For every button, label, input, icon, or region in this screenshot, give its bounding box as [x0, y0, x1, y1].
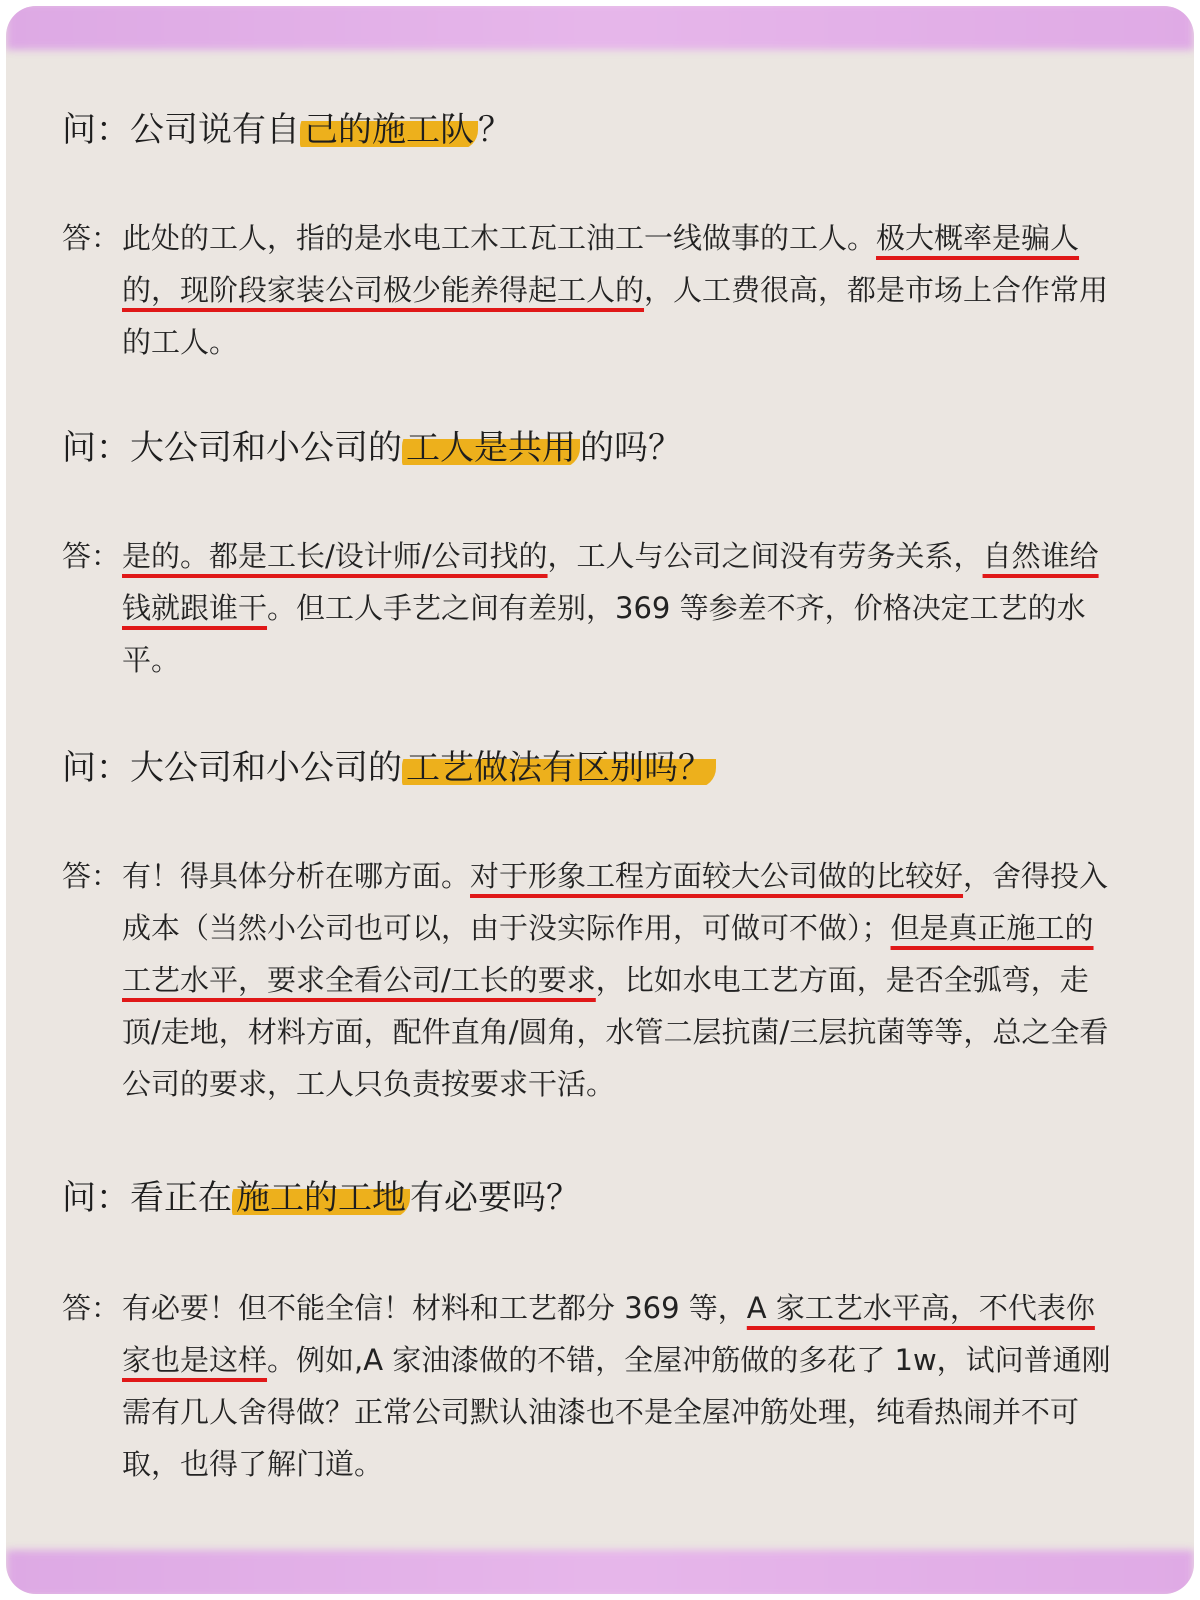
question-3-highlight: 工艺做法有区别吗？: [402, 748, 716, 788]
answer-2-underlined-1: 是的。都是工长/设计师/公司找的: [122, 539, 548, 573]
answer-3: [62, 850, 1112, 1110]
answer-4-underlined: A 家工艺水平高，不代表你家也是这样: [122, 1291, 1095, 1377]
question-2-text: 问：大公司和小公司的: [62, 428, 402, 468]
answer-3-label: 答：: [62, 859, 121, 893]
question-3: [62, 744, 716, 792]
question-4: [62, 1174, 580, 1222]
question-4-text: 问：看正在: [62, 1178, 232, 1218]
answer-4: [62, 1282, 1112, 1490]
question-3-text: 问：大公司和小公司的: [62, 748, 402, 788]
answer-2-underlined-2: 自然谁给钱就跟谁干: [122, 539, 1099, 625]
answer-1-label: 答：: [62, 221, 121, 255]
answer-3-middle: ，舍得投入成本（当然小公司也可以，由于没实际作用，可做可不做）；: [122, 859, 1109, 945]
answer-3-body: [122, 850, 1112, 1110]
answer-2-text: ，工人与公司之间没有劳务关系，: [547, 539, 983, 573]
question-4-end: 有必要吗？: [410, 1178, 580, 1218]
answer-3-underlined-1: 对于形象工程方面较大公司做的比较好: [470, 859, 964, 893]
answer-4-body: [122, 1282, 1112, 1490]
answer-2-label: 答：: [62, 539, 121, 573]
answer-4-label: 答：: [62, 1291, 121, 1325]
question-2-end: 的吗？: [580, 428, 682, 468]
qa-card: [6, 6, 1194, 1594]
question-1-highlight: 己的施工队: [300, 110, 478, 150]
question-2-highlight: 工人是共用: [402, 428, 580, 468]
answer-4-text: 有必要！但不能全信！材料和工艺都分 369 等，: [122, 1291, 747, 1325]
answer-3-underlined-2: 但是真正施工的工艺水平，要求全看公司/工长的要求: [122, 911, 1094, 997]
answer-3-text: 有！得具体分析在哪方面。: [122, 859, 471, 893]
answer-2-rest: 。但工人手艺之间有差别，369 等参差不齐，价格决定工艺的水平。: [122, 591, 1086, 677]
question-1-text: 问：公司说有自: [62, 110, 300, 150]
answer-1-underlined: 极大概率是骗人的，现阶段家装公司极少能养得起工人的: [122, 221, 1080, 307]
answer-1: [62, 212, 1112, 368]
question-1: [62, 106, 512, 154]
question-2: [62, 424, 682, 472]
question-4-highlight: 施工的工地: [232, 1178, 410, 1218]
answer-2: [62, 530, 1112, 686]
question-1-end: ？: [478, 110, 512, 150]
top-decorative-band: [6, 6, 1194, 50]
answer-1-text: 此处的工人，指的是水电工木工瓦工油工一线做事的工人。: [122, 221, 877, 255]
answer-4-rest: 。例如,A 家油漆做的不错，全屋冲筋做的多花了 1w，试问普通刚需有几人舍得做？正常公司默认油漆也不是全屋冲筋处理，纯看热闹并不可取，也得了解门道。: [122, 1343, 1111, 1481]
answer-3-rest: ，比如水电工艺方面，是否全弧弯，走顶/走地，材料方面，配件直角/圆角，水管二层抗菌/三层抗菌等等，总之全看公司的要求，工人只负责按要求干活。: [122, 963, 1109, 1101]
answer-1-rest: ，人工费很高，都是市场上合作常用的工人。: [122, 273, 1109, 359]
bottom-decorative-band: [6, 1550, 1194, 1594]
answer-2-body: [122, 530, 1112, 686]
answer-1-body: [122, 212, 1112, 368]
